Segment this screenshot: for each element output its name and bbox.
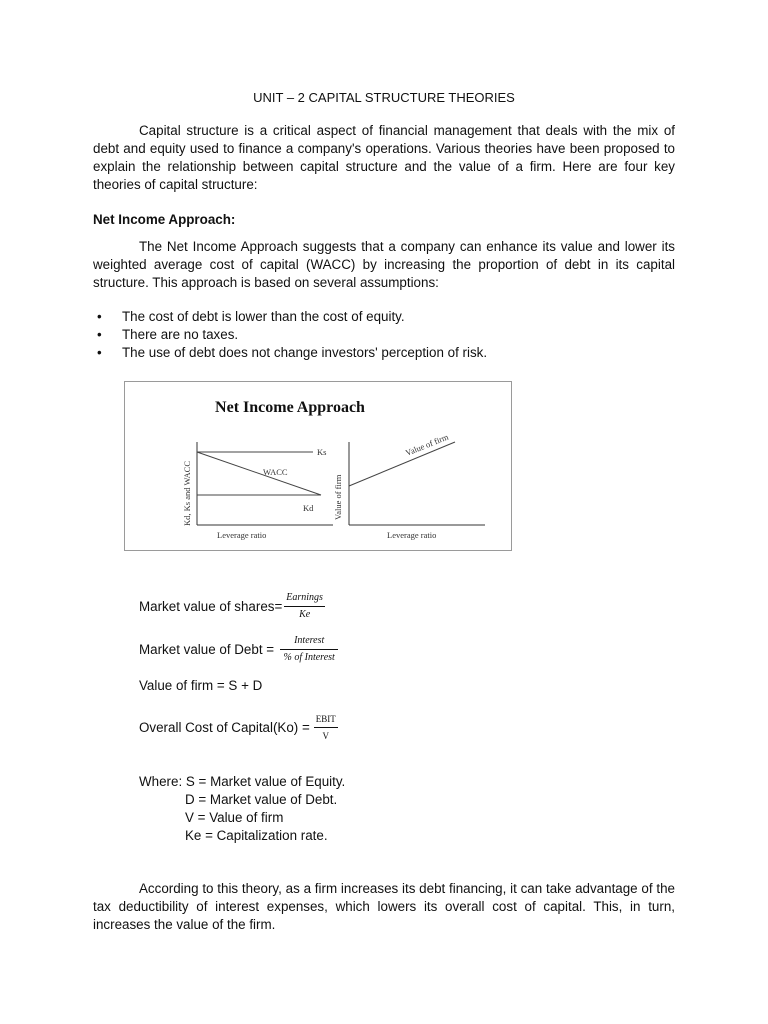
fraction-numerator: EBIT	[314, 712, 338, 728]
wacc-label: WACC	[263, 467, 288, 477]
fraction-numerator: Interest	[280, 634, 338, 650]
figure-graphs	[125, 382, 513, 552]
conclusion-paragraph: According to this theory, as a firm increases its debt financing, it can take advantage of the tax deductibility of interest expenses, which lowers its overall cost of capital. This, in turn, increases the value of the firm.	[93, 881, 675, 932]
definition-item: V = Value of firm	[185, 810, 284, 825]
formula-label: Market value of Debt =	[139, 642, 275, 657]
formula-label: Market value of shares=	[139, 599, 283, 614]
left-x-label: Leverage ratio	[217, 530, 267, 540]
section-paragraph: The Net Income Approach suggests that a company can enhance its value and lower its weighted average cost of capital (WACC) by increasing the proportion of debt in its capital structure. This approach is based on several assumptions:	[93, 239, 675, 290]
formula-debt	[139, 634, 338, 665]
list-item: • There are no taxes.	[93, 326, 487, 344]
list-item: • The use of debt does not change investors' perception of risk.	[93, 344, 487, 362]
intro-paragraph: Capital structure is a critical aspect of financial management that deals with the mix of debt and equity used to finance a company's operations. Various theories have been proposed to explain the relationship between capital structure and the value of a firm. Here are four key theories of capital structure:	[93, 123, 675, 192]
fraction	[280, 634, 338, 665]
formula-label: Value of firm = S + D	[139, 678, 263, 693]
left-y-label: Kd, Ks and WACC	[182, 460, 192, 526]
kd-label: Kd	[303, 503, 314, 513]
formula-firm-value	[139, 678, 262, 693]
value-of-firm-line	[349, 442, 455, 486]
wacc-line	[197, 452, 321, 495]
net-income-approach-figure	[124, 381, 512, 551]
formula-shares	[139, 591, 325, 622]
fraction-denominator: Ke	[299, 609, 311, 620]
definition-item: D = Market value of Debt.	[185, 792, 338, 807]
fraction	[314, 712, 338, 743]
fraction-numerator: Earnings	[284, 591, 325, 607]
variable-definitions	[139, 773, 345, 845]
fraction	[284, 591, 325, 622]
page-title: UNIT – 2 CAPITAL STRUCTURE THEORIES	[253, 90, 515, 105]
fraction-denominator: V	[322, 731, 330, 741]
formula-ko	[139, 712, 338, 743]
definition-item: Ke = Capitalization rate.	[185, 828, 328, 843]
section-heading: Net Income Approach:	[93, 212, 236, 227]
formula-label: Overall Cost of Capital(Ko) =	[139, 720, 310, 735]
list-item: • The cost of debt is lower than the cost of equity.	[93, 308, 487, 326]
fraction-denominator: % of Interest	[283, 652, 335, 663]
ks-label: Ks	[317, 447, 327, 457]
right-y-label: Value of firm	[333, 474, 343, 520]
assumption-list	[93, 308, 487, 362]
figure-title: Net Income Approach	[215, 399, 365, 416]
definition-lead: Where: S = Market value of Equity.	[139, 774, 346, 789]
value-of-firm-label: Value of firm	[404, 431, 450, 458]
right-x-label: Leverage ratio	[387, 530, 437, 540]
